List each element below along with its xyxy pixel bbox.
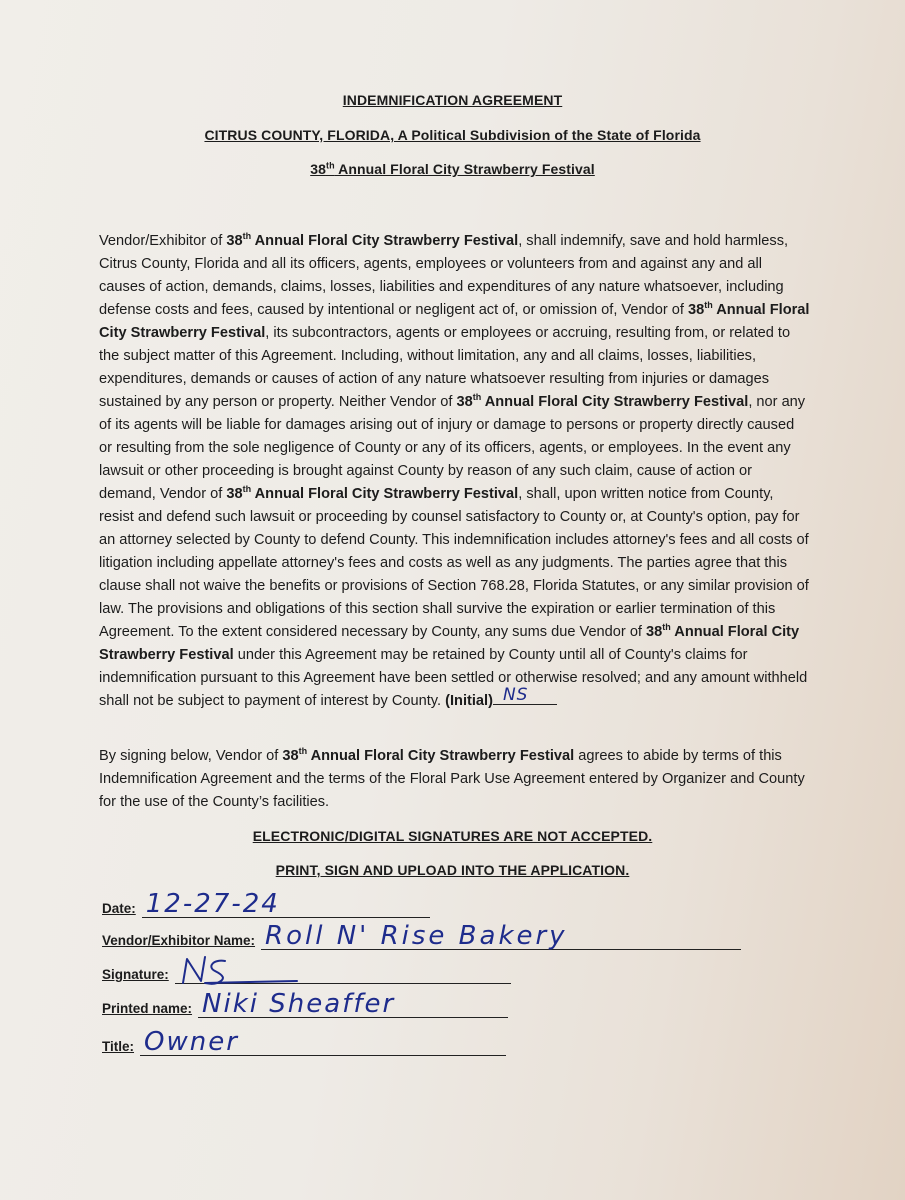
event-name-ref: 38th Annual Floral City Strawberry Festival xyxy=(282,746,575,764)
document-subtitle: CITRUS COUNTY, FLORIDA, A Political Subdivision of the State of Florida xyxy=(204,127,701,143)
title-handwriting: Owner xyxy=(144,1027,239,1057)
date-field[interactable] xyxy=(142,887,430,918)
event-name-ref: 38th Annual Floral City Strawberry Festival xyxy=(456,392,749,410)
date-handwriting: 12-27-24 xyxy=(145,889,280,919)
signature-field[interactable] xyxy=(175,953,511,984)
vendor-name-handwriting: Roll N' Rise Bakery xyxy=(265,921,568,951)
printed-name-label: Printed name: xyxy=(102,1001,193,1016)
signature-label: Signature: xyxy=(102,967,169,982)
title-field[interactable] xyxy=(140,1025,506,1056)
document-title: INDEMNIFICATION AGREEMENT xyxy=(342,92,563,108)
date-label: Date: xyxy=(102,901,136,916)
vendor-name-field[interactable] xyxy=(261,919,741,950)
title-label: Title: xyxy=(102,1039,135,1054)
signature-row xyxy=(102,952,511,984)
vendor-name-row xyxy=(102,918,741,950)
event-name-ref: 38th Annual Floral City Strawberry Festival xyxy=(99,622,800,663)
initial-handwriting: NS xyxy=(502,685,529,705)
vendor-name-label: Vendor/Exhibitor Name: xyxy=(102,933,256,948)
printed-name-handwriting: Niki Sheaffer xyxy=(202,989,396,1019)
no-electronic-signatures-notice: ELECTRONIC/DIGITAL SIGNATURES ARE NOT ACCEPTED. xyxy=(252,828,653,844)
printed-name-row xyxy=(102,986,508,1018)
event-name-ref: 38th Annual Floral City Strawberry Festival xyxy=(226,484,519,502)
print-sign-upload-notice: PRINT, SIGN AND UPLOAD INTO THE APPLICATION. xyxy=(275,862,630,878)
event-name-ref: 38th Annual Floral City Strawberry Festival xyxy=(226,231,519,249)
date-row xyxy=(102,886,430,918)
printed-name-field[interactable] xyxy=(198,987,508,1018)
signature-mark xyxy=(177,953,307,987)
indemnification-clause: Vendor/Exhibitor of 38th Annual Floral City Strawberry Festival, shall indemnify, save and hold harmless, Citrus County, Florida and all its officers, agents, employees or volunteers from and against any and all causes of action, demands, claims, losses, liabilities and expenditures of any nature whatsoever, including defense costs and fees, caused by intentional or negligent act of, or omission of, Vendor of 38th Annual Floral City Strawberry Festival, its subcontractors, agents or employees or accruing, resulting from, or related to the subject matter of this Agreement. Including, without limitation, any and all claims, losses, liabilities, expenditures, demands or causes of action of any nature whatsoever resulting from injuries or damages sustained by any person or property. Neither Vendor of 38th Annual Floral City Strawberry Festival, nor any of its agents will be liable for damages arising out of injury or damage to persons or property directly caused or resulting from the sole negligence of County or any of its officers, agents, or employees. In the event any lawsuit or other proceeding is brought against County by reason of any such claim, cause of action or demand, Vendor of 38th Annual Floral City Strawberry Festival, shall, upon written notice from County, resist and defend such lawsuit or proceeding by counsel satisfactory to County or, at County's option, pay for an attorney selected by County to defend County. This indemnification includes attorney's fees and all costs of litigation including appellate attorney's fees and costs as well as any judgments. The parties agree that this clause shall not waive the benefits or provisions of Section 768.28, Florida Statutes, or any similar provision of law. The provisions and obligations of this section shall survive the expiration or earlier termination of this Agreement. To the extent considered necessary by County, any sums due Vendor of 38th Annual Floral City Strawberry Festival under this Agreement may be retained by County until all of County's claims for indemnification pursuant to this Agreement have been settled or otherwise resolved; and any amount withheld shall not be subject to payment of interest by County. (Initial) NS xyxy=(99,231,810,709)
event-heading: 38th Annual Floral City Strawberry Festival xyxy=(310,160,595,177)
event-name-ref: 38th Annual Floral City Strawberry Festival xyxy=(99,300,810,341)
signing-clause: By signing below, Vendor of 38th Annual Floral City Strawberry Festival agrees to abide by terms of this Indemnification Agreement and the terms of the Floral Park Use Agreement entered by Organizer and County for the use of the County’s facilities. xyxy=(99,746,805,810)
title-row xyxy=(102,1024,506,1056)
initial-field[interactable] xyxy=(493,685,557,705)
initial-label: (Initial) xyxy=(445,693,493,709)
